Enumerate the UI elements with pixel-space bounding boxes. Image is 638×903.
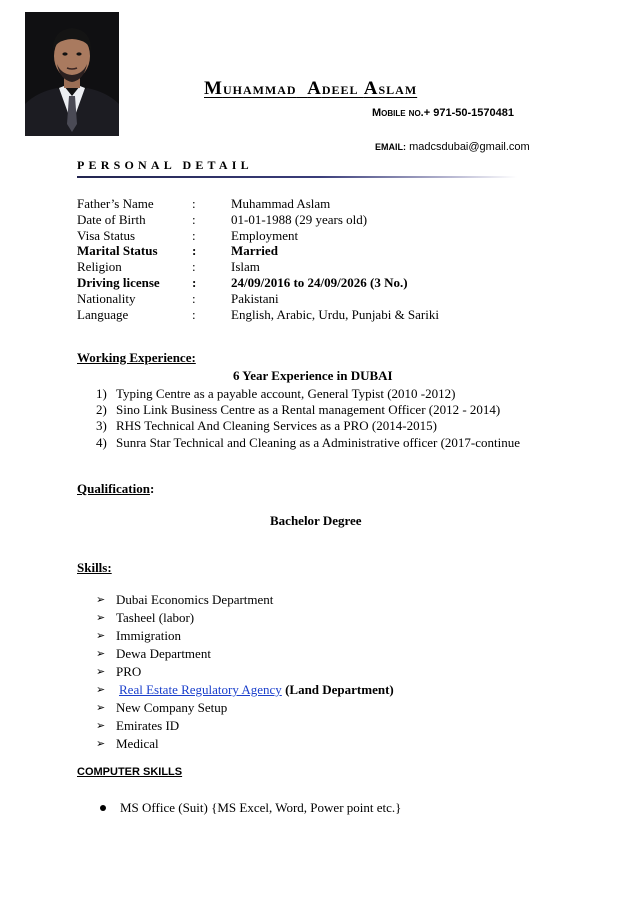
computer-skill-item [100,800,401,816]
arrow-bullet-icon: ➢ [96,701,106,714]
experience-item [78,386,520,402]
name-initial: A [363,78,379,99]
arrow-bullet-icon: ➢ [96,611,106,624]
qualification-heading [77,481,154,497]
skill-item [96,627,394,645]
skill-item [96,591,394,609]
field-label: Religion [77,259,122,275]
experience-item [78,402,520,418]
skill-item [96,663,394,681]
experience-number: 3) [96,418,107,434]
skills-heading: Skills: [77,560,112,575]
skill-text: Dewa Department [116,646,211,661]
experience-text: Typing Centre as a payable account, General Typist (2010 -2012) [116,386,456,401]
arrow-bullet-icon: ➢ [96,647,106,660]
rera-link[interactable]: Real Estate Regulatory Agency [119,682,282,697]
name-initial: A [307,78,322,99]
field-colon: : [192,211,196,227]
skill-item [96,609,394,627]
arrow-bullet-icon: ➢ [96,683,106,696]
field-colon: : [192,227,196,243]
qualification-title: Qualification [77,481,150,496]
name-word [204,79,297,98]
name-initial: M [204,78,223,99]
field-value: Married [231,243,278,259]
qualification-colon: : [149,481,155,496]
mobile-number [372,107,514,119]
arrow-bullet-icon: ➢ [96,737,106,750]
skill-text: Emirates ID [116,718,180,733]
candidate-name [204,78,417,100]
experience-text: RHS Technical And Cleaning Services as a PRO (2014-2015) [116,418,437,434]
arrow-bullet-icon: ➢ [96,665,106,678]
field-label: Marital Status [77,243,158,259]
field-colon: : [192,259,196,275]
field-colon: : [192,306,196,322]
field-value: Employment [231,227,299,243]
field-value: 01-01-1988 (29 years old) [231,211,368,227]
field-colon: : [192,243,197,259]
bullet-icon [100,805,106,811]
skills-list [96,591,394,753]
field-label: Driving license [77,274,160,290]
arrow-bullet-icon: ➢ [96,629,106,642]
skill-text: Medical [116,736,159,751]
skill-text: Tasheel (labor) [116,610,195,625]
experience-text: Sino Link Business Centre as a Rental management Officer (2012 - 2014) [116,402,501,418]
skill-text: New Company Setup [116,700,228,715]
name-rest: deel [321,79,359,98]
skill-item [96,699,394,717]
field-label: Father’s Name [77,196,154,211]
mobile-value: + 971-50-1570481 [423,107,514,119]
experience-item [78,418,520,434]
name-rest: uhammad [222,79,297,98]
skill-item [96,735,394,753]
field-label: Language [77,306,129,322]
field-label: Nationality [77,290,136,306]
skill-link-suffix: (Land Department) [285,682,394,697]
section-divider [77,176,517,178]
personal-detail-heading: PERSONAL DETAIL [77,158,253,172]
mobile-label: Mobile no. [372,107,424,119]
profile-photo [25,12,119,136]
qualification-degree: Bachelor Degree [270,513,362,528]
experience-number: 4) [96,434,107,450]
working-experience-heading: Working Experience: [77,350,196,365]
experience-text: Sunra Star Technical and Cleaning as a Administrative officer (2017-continue [116,434,521,450]
name-rest: slam [378,79,418,98]
skill-item [96,645,394,663]
experience-number: 2) [96,402,107,418]
field-label: Date of Birth [77,211,146,227]
field-value: Pakistani [231,290,279,306]
skill-text: PRO [116,664,142,679]
name-word [307,79,358,98]
experience-number: 1) [96,386,107,401]
skill-text: Immigration [116,628,181,643]
field-value: English, Arabic, Urdu, Punjabi & Sariki [231,306,439,322]
arrow-bullet-icon: ➢ [96,719,106,732]
experience-summary: 6 Year Experience in DUBAI [233,368,393,383]
skill-item [96,681,394,699]
field-label: Visa Status [77,227,136,243]
skill-text: Dubai Economics Department [116,592,274,607]
email [375,141,530,153]
experience-item [78,435,520,451]
email-value: madcsdubai@gmail.com [409,141,530,153]
experience-list [78,386,520,451]
name-word [364,79,417,98]
field-value: 24/09/2016 to 24/09/2026 (3 No.) [231,274,408,290]
computer-skills-heading: COMPUTER SKILLS [77,766,183,778]
field-value: Muhammad Aslam [231,196,331,211]
email-label: EMAIL: [375,142,406,152]
field-colon: : [192,274,197,290]
field-colon: : [192,290,196,306]
computer-skill-text: MS Office (Suit) {MS Excel, Word, Power point etc.} [120,800,402,815]
skill-item [96,717,394,735]
arrow-bullet-icon: ➢ [96,593,106,606]
field-value: Islam [231,259,260,275]
field-colon: : [192,196,196,211]
